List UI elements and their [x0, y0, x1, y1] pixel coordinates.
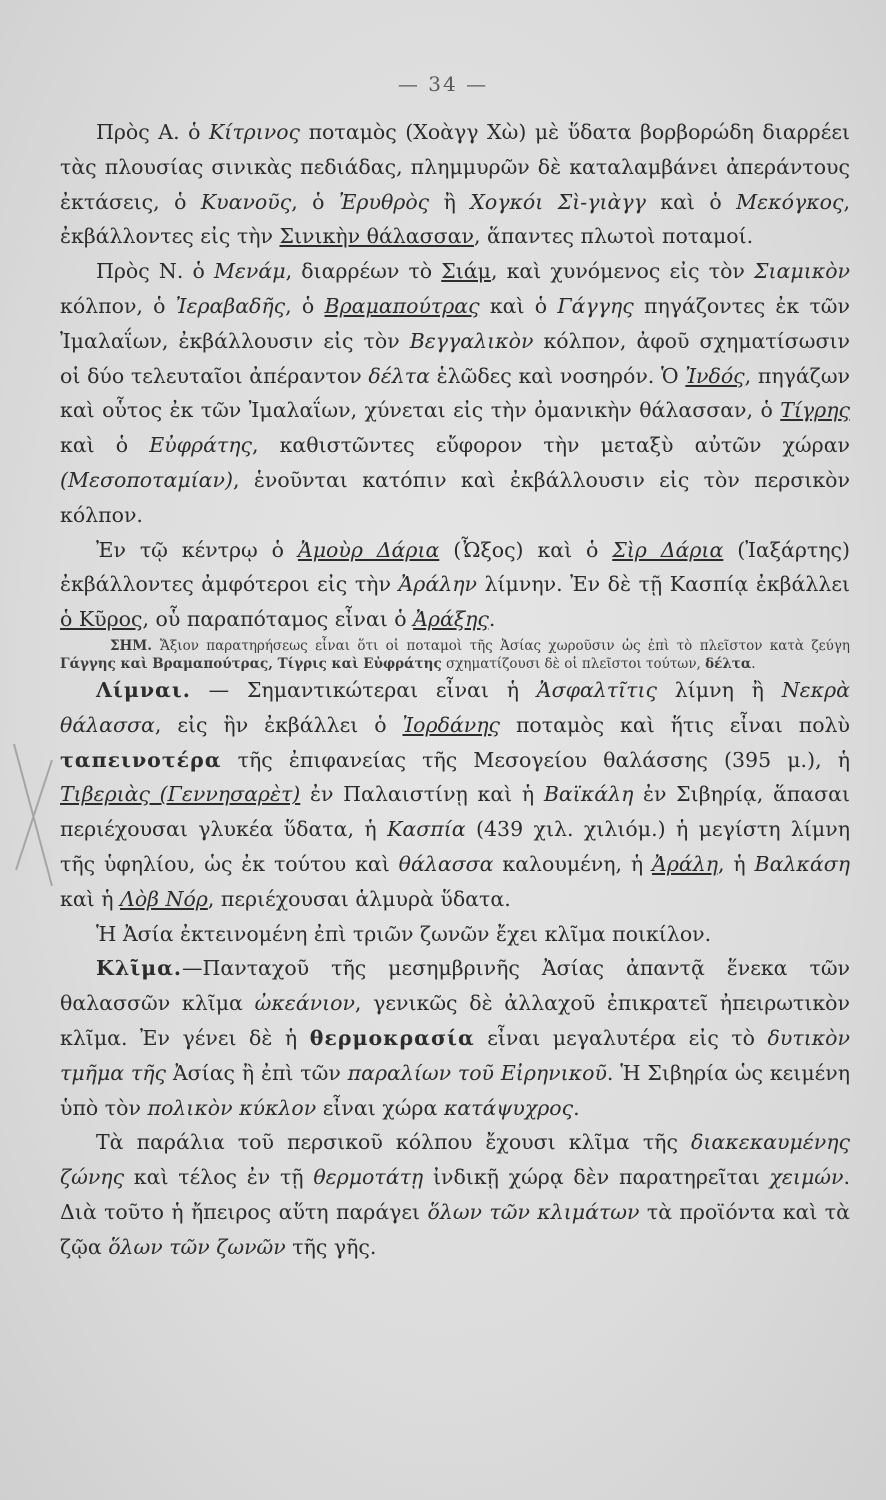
body-text — [60, 115, 850, 1265]
footnote: ΣΗΜ. Ἄξιον παρατηρήσεως εἶναι ὅτι οἱ ποταμοὶ τῆς Ἀσίας χωροῦσιν ὡς ἐπὶ τὸ πλεῖστον κατὰ ζεύγη Γάγγης καὶ Βραμαπούτρας, Τίγρις καὶ Εὐφράτης σχηματίζουσι δὲ οἱ πλεῖστοι τούτων, δέλτα. — [60, 637, 850, 672]
paragraph-climate: Κλῖμα.—Πανταχοῦ τῆς μεσημβρινῆς Ἀσίας ἀπαντᾷ ἕνεκα τῶν θαλασσῶν κλῖμα ὠκεάνιον, γενικῶς δὲ ἀλλαχοῦ ἐπικρατεῖ ἠπειρωτικὸν κλῖμα. Ἐν γένει δὲ ἡ θερμοκρασία εἶναι μεγαλυτέρα εἰς τὸ δυτικὸν τμῆμα τῆς Ἀσίας ἢ ἐπὶ τῶν παραλίων τοῦ Εἰρηνικοῦ. Ἡ Σιβηρία ὡς κειμένη ὑπὸ τὸν πολικὸν κύκλον εἶναι χώρα κατάψυχρος. — [60, 956, 851, 1120]
paragraph-zones: Ἡ Ἀσία ἐκτεινομένη ἐπὶ τριῶν ζωνῶν ἔχει κλῖμα ποικίλον. — [96, 921, 712, 946]
paragraph-center-rivers: Ἐν τῷ κέντρῳ ὁ Ἀμοὺρ Δάρια (Ὦξος) καὶ ὁ Σὶρ Δάρια (Ἰαξάρτης) ἐκβάλλοντες ἀμφότεροι εἰς τὴν Ἀράλην λίμνην. Ἐν δὲ τῇ Κασπίᾳ ἐκβάλλει ὁ Κῦρος, οὗ παραπόταμος εἶναι ὁ Ἀράξης. — [60, 537, 851, 632]
paragraph-lakes: Λίμναι. — Σημαντικώτεραι εἶναι ἡ Ἀσφαλτῖτις λίμνη ἢ Νεκρὰ θάλασσα, εἰς ἣν ἐκβάλλει ὁ Ἰορδάνης ποταμὸς καὶ ἥτις εἶναι πολὺ ταπεινοτέρα τῆς ἐπιφανείας τῆς Μεσογείου θαλάσσης (395 μ.), ἡ Τιβεριὰς (Γεννησαρὲτ) ἐν Παλαιστίνῃ καὶ ἡ Βαϊκάλη ἐν Σιβηρίᾳ, ἅπασαι περιέχουσαι γλυκέα ὕδατα, ἡ Κασπία (439 χιλ. χιλιόμ.) ἡ μεγίστη λίμνη τῆς ὑφηλίου, ὡς ἐκ τούτου καὶ θάλασσα καλουμένη, ἡ Ἀράλη, ἡ Βαλκάση καὶ ἡ Λὸβ Νόρ, περιέχουσαι ἁλμυρὰ ὕδατα. — [60, 677, 850, 911]
paragraph-south-rivers: Πρὸς Ν. ὁ Μενάμ, διαρρέων τὸ Σιάμ, καὶ χυνόμενος εἰς τὸν Σιαμικὸν κόλπον, ὁ Ἰεραβαδῆς, ὁ Βραμαπούτρας καὶ ὁ Γάγγης πηγάζοντες ἐκ τῶν Ἰμαλαΐων, ἐκβάλλουσιν εἰς τὸν Βεγγαλικὸν κόλπον, ἀφοῦ σχηματίσωσιν οἱ δύο τελευταῖοι ἀπέραντον δέλτα ἑλῶδες καὶ νοσηρόν. Ὁ Ἰνδός, πηγάζων καὶ οὗτος ἐκ τῶν Ἰμαλαΐων, χύνεται εἰς τὴν ὀμανικὴν θάλασσαν, ὁ Τίγρης καὶ ὁ Εὐφράτης, καθιστῶντες εὔφορον τὴν μεταξὺ αὐτῶν χώραν (Μεσοποταμίαν), ἑνοῦνται κατόπιν καὶ ἐκβάλλουσιν εἰς τὸν περσικὸν κόλπον. — [60, 259, 851, 527]
pencil-cross-mark — [8, 740, 58, 890]
page-number: — 34 — — [397, 72, 489, 96]
paragraph-persian-gulf: Τὰ παράλια τοῦ περσικοῦ κόλπου ἔχουσι κλῖμα τῆς διακεκαυμένης ζώνης καὶ τέλος ἐν τῇ θερμοτάτῃ ἰνδικῇ χώρᾳ δὲν παρατηρεῖται χειμών. Διὰ τοῦτο ἡ ἤπειρος αὕτη παράγει ὅλων τῶν κλιμάτων τὰ προϊόντα καὶ τὰ ζῷα ὅλων τῶν ζωνῶν τῆς γῆς. — [60, 1130, 850, 1259]
paragraph-east-rivers: Πρὸς Α. ὁ Κίτρινος ποταμὸς (Χοὰγγ Χὼ) μὲ ὕδατα βορβορώδη διαρρέει τὰς πλουσίας σινικὰς πεδιάδας, πλημμυρῶν δὲ καταλαμβάνει ἀπεράντους ἐκτάσεις, ὁ Κυανοῦς, ὁ Ἐρυθρὸς ἢ Χογκόι Σὶ-γιὰγγ καὶ ὁ Μεκόγκος, ἐκβάλλοντες εἰς τὴν Σινικὴν θάλασσαν, ἅπαντες πλωτοὶ ποταμοί. — [60, 120, 850, 249]
